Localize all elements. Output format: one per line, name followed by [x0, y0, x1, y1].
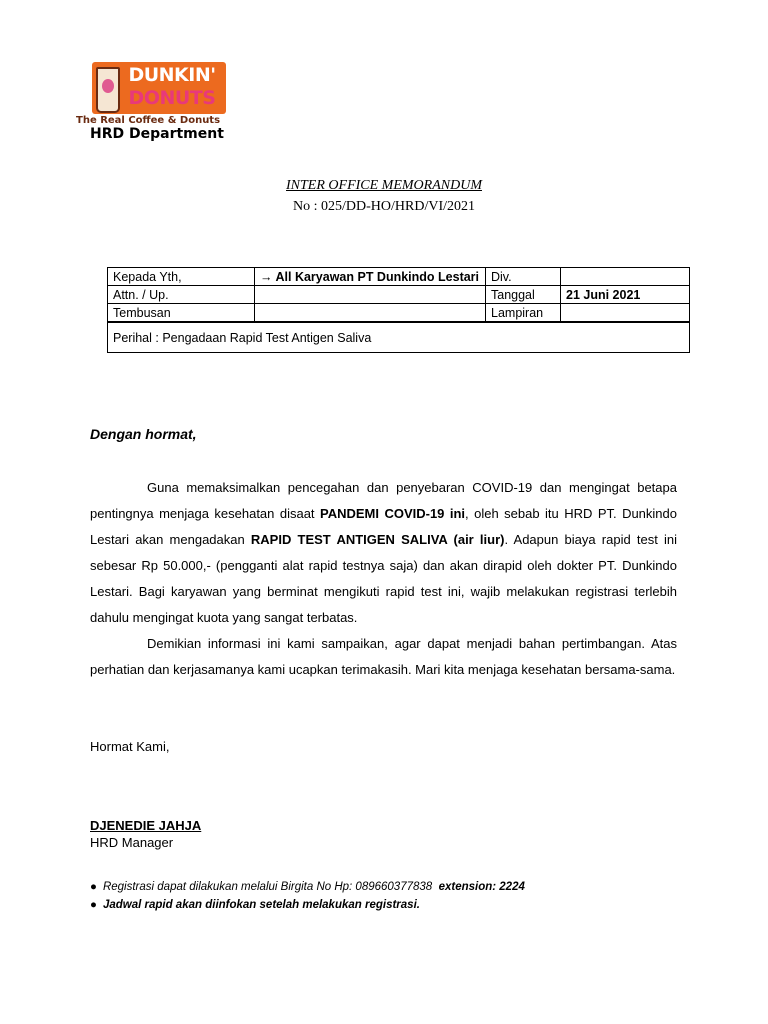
date-value: 21 Juni 2021 [561, 286, 690, 304]
div-label: Div. [486, 268, 561, 286]
department-name: HRD Department [90, 126, 224, 142]
cc-value [255, 304, 486, 323]
signer-name: DJENEDIE JAHJA [90, 818, 202, 833]
note-1-text: Registrasi dapat dilakukan melalui Birgita No Hp: 089660377838 [102, 881, 433, 893]
attachment-value [561, 304, 690, 323]
bullet-icon: ● [90, 881, 97, 893]
div-value [561, 268, 690, 286]
table-row [108, 286, 690, 304]
cc-label: Tembusan [108, 304, 255, 323]
list-item [90, 896, 525, 914]
p1-text-a: Guna memaksimalkan pencegahan dan penyebaran COVID-19 dan mengingat betapa pentingnya menjaga kesehatan disaat [90, 480, 677, 521]
company-logo [76, 62, 230, 126]
attachment-label: Lampiran [486, 304, 561, 323]
memo-info-table [107, 267, 690, 353]
paragraph-2: Demikian informasi ini kami sampaikan, agar dapat menjadi bahan pertimbangan. Atas perhatian dan kerjasamanya kami ucapkan terimakasih. Mari kita menjaga kesehatan bersama-sama. [90, 636, 677, 677]
bullet-icon: ● [90, 899, 97, 911]
paragraph-1 [90, 475, 677, 631]
signer-title: HRD Manager [90, 835, 174, 850]
to-value: → All Karyawan PT Dunkindo Lestari [255, 268, 486, 286]
attn-value [255, 286, 486, 304]
p1-highlight-rapid-test: RAPID TEST ANTIGEN SALIVA (air liur) [250, 532, 505, 547]
logo-line-1: DUNKIN' [128, 64, 216, 86]
to-label: Kepada Yth, [108, 268, 255, 286]
memo-number: No : 025/DD-HO/HRD/VI/2021 [293, 199, 475, 214]
attn-label: Attn. / Up. [108, 286, 255, 304]
memo-title: INTER OFFICE MEMORANDUM [286, 178, 482, 193]
table-row [108, 322, 690, 353]
list-item [90, 878, 525, 896]
greeting: Dengan hormat, [90, 426, 197, 442]
coffee-cup-icon [96, 67, 120, 113]
letter-body [90, 475, 677, 683]
logo-line-2: DONUTS [128, 87, 216, 109]
p1-highlight-pandemic: PANDEMI COVID-19 ini [320, 506, 466, 521]
table-row [108, 304, 690, 323]
subject-line: Perihal : Pengadaan Rapid Test Antigen Saliva [108, 322, 690, 353]
note-2-text: Jadwal rapid akan diinfokan setelah melakukan registrasi. [102, 899, 420, 911]
date-label: Tanggal [486, 286, 561, 304]
dunkin-donuts-logo [92, 62, 226, 114]
logo-tagline: The Real Coffee & Donuts [76, 115, 221, 126]
note-1-extension: extension: 2224 [438, 881, 525, 893]
logo-wordmark [120, 64, 224, 110]
table-row [108, 268, 690, 286]
closing: Hormat Kami, [90, 739, 170, 754]
p1-text-c: , oleh sebab itu HRD PT. Dunkindo Lestari akan mengadakan [90, 506, 677, 547]
p1-text-e: . Adapun biaya rapid test ini sebesar Rp 50.000,- (pengganti alat rapid testnya saja) dan akan dirapid oleh dokter PT. Dunkindo Lestari. Bagi karyawan yang berminat mengikuti rapid test ini, wajib melakukan registrasi terlebih dahulu mengingat kuota yang sangat terbatas. [90, 532, 677, 625]
notes-list [90, 878, 525, 914]
